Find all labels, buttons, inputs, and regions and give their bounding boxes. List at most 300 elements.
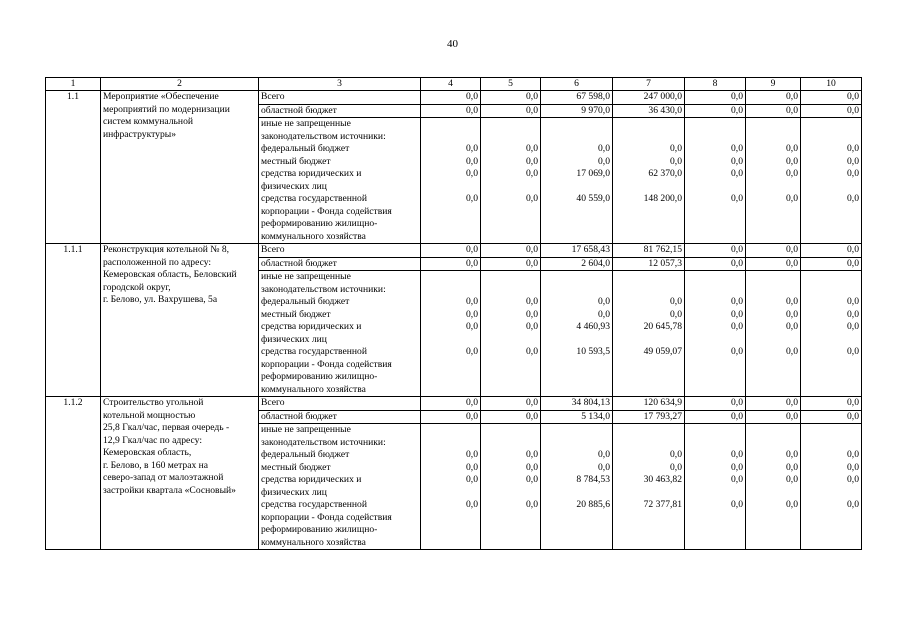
sources-value: 0,0	[786, 308, 798, 320]
total-value: 0,0	[685, 397, 746, 411]
total-value: 0,0	[421, 244, 481, 258]
sources-value	[687, 424, 743, 437]
sources-value: 0,0	[847, 193, 859, 204]
sources-value	[543, 512, 610, 525]
sources-value: 0,0	[466, 321, 478, 332]
sources-value-column	[421, 118, 481, 244]
column-number: 10	[801, 78, 862, 91]
sources-value	[687, 334, 743, 347]
regional-budget-value: 0,0	[746, 410, 801, 424]
sources-value	[483, 524, 538, 537]
regional-budget-value: 0,0	[421, 104, 481, 118]
total-row	[46, 91, 862, 105]
sources-value	[483, 334, 538, 347]
sources-value: 0,0	[670, 461, 682, 473]
sources-value-column	[801, 424, 862, 550]
sources-line: корпорации - Фонда содействия	[261, 511, 392, 523]
regional-budget-value: 0,0	[685, 257, 746, 271]
sources-value: 0,0	[786, 193, 798, 204]
sources-value	[803, 524, 859, 537]
sources-value	[748, 359, 798, 372]
sources-value	[803, 424, 859, 437]
sources-value: 0,0	[786, 296, 798, 307]
sources-value: 49 059,07	[643, 346, 682, 357]
sources-value-column	[685, 118, 746, 244]
sources-value	[543, 181, 610, 194]
sources-value	[748, 218, 798, 231]
sources-value	[687, 371, 743, 384]
sources-value	[748, 334, 798, 347]
sources-value	[748, 512, 798, 525]
sources-value	[423, 206, 478, 219]
sources-value	[543, 371, 610, 384]
sources-value	[803, 437, 859, 450]
sources-value	[615, 359, 682, 372]
sources-value	[483, 537, 538, 550]
sources-value: 0,0	[847, 168, 859, 179]
sources-value	[803, 206, 859, 219]
sources-value: 0,0	[847, 461, 859, 473]
total-label: Всего	[259, 397, 421, 411]
sources-value: 0,0	[526, 308, 538, 320]
sources-value	[543, 131, 610, 144]
sources-value: 0,0	[598, 296, 610, 307]
sources-value: 0,0	[670, 296, 682, 307]
sources-value	[803, 131, 859, 144]
sources-value: 0,0	[847, 321, 859, 332]
sources-value	[423, 384, 478, 397]
sources-value	[483, 437, 538, 450]
sources-value	[615, 218, 682, 231]
column-number: 5	[481, 78, 541, 91]
sources-value: 0,0	[786, 155, 798, 167]
sources-value	[423, 231, 478, 244]
item-code: 1.1	[46, 91, 101, 244]
sources-line: средства юридических и	[261, 321, 362, 332]
sources-line: федеральный бюджет	[261, 449, 350, 460]
sources-line: иные не запрещенные	[261, 424, 351, 435]
sources-value: 0,0	[466, 308, 478, 320]
sources-value: 0,0	[526, 296, 538, 307]
sources-value	[803, 231, 859, 244]
sources-value: 0,0	[847, 499, 859, 510]
sources-value	[615, 206, 682, 219]
regional-budget-value: 9 970,0	[541, 104, 613, 118]
sources-value: 0,0	[847, 474, 859, 485]
total-value: 0,0	[746, 397, 801, 411]
sources-value: 0,0	[847, 308, 859, 320]
sources-value-column	[481, 118, 541, 244]
sources-value	[803, 537, 859, 550]
sources-line: иные не запрещенные	[261, 271, 351, 282]
item-name-line: 25,8 Гкал/час, первая очередь -	[103, 422, 230, 433]
sources-value	[615, 371, 682, 384]
item-name	[101, 397, 259, 550]
sources-value: 0,0	[786, 321, 798, 332]
budget-table	[45, 77, 862, 550]
sources-value	[543, 206, 610, 219]
sources-value	[687, 231, 743, 244]
sources-value	[803, 487, 859, 500]
sources-value	[543, 271, 610, 284]
sources-value	[483, 284, 538, 297]
sources-value: 0,0	[526, 449, 538, 460]
sources-value	[483, 487, 538, 500]
sources-value: 0,0	[786, 449, 798, 460]
sources-value-column	[746, 271, 801, 397]
sources-value	[543, 218, 610, 231]
item-name-line: мероприятий по модернизации	[103, 103, 230, 115]
sources-value: 0,0	[466, 143, 478, 154]
item-name-line: г. Белово, ул. Вахрушева, 5а	[103, 294, 218, 305]
sources-description	[259, 118, 421, 244]
total-value: 247 000,0	[613, 91, 685, 105]
sources-value: 0,0	[786, 346, 798, 357]
column-number: 6	[541, 78, 613, 91]
sources-value	[748, 284, 798, 297]
sources-value	[615, 384, 682, 397]
sources-line: коммунального хозяйства	[261, 536, 366, 548]
item-name-line: 12,9 Гкал/час по адресу:	[103, 434, 203, 446]
sources-value	[483, 512, 538, 525]
sources-value: 0,0	[526, 461, 538, 473]
sources-value: 40 559,0	[576, 193, 610, 204]
sources-value	[423, 118, 478, 131]
regional-budget-value: 0,0	[801, 104, 862, 118]
sources-line: средства государственной	[261, 346, 367, 357]
sources-description	[259, 424, 421, 550]
sources-value	[423, 487, 478, 500]
sources-value	[423, 371, 478, 384]
sources-value	[615, 284, 682, 297]
regional-budget-value: 0,0	[481, 104, 541, 118]
sources-value	[543, 437, 610, 450]
sources-value	[748, 384, 798, 397]
total-value: 67 598,0	[541, 91, 613, 105]
sources-value: 62 370,0	[648, 168, 682, 179]
sources-line: местный бюджет	[261, 155, 331, 167]
sources-value: 0,0	[731, 308, 743, 320]
total-value: 0,0	[421, 397, 481, 411]
sources-line: реформированию жилищно-	[261, 371, 378, 382]
sources-value	[687, 437, 743, 450]
sources-value-column	[613, 118, 685, 244]
sources-value	[543, 384, 610, 397]
sources-value-column	[801, 118, 862, 244]
regional-budget-value: 0,0	[421, 257, 481, 271]
sources-value: 0,0	[786, 474, 798, 485]
total-value: 0,0	[685, 91, 746, 105]
sources-value: 0,0	[466, 168, 478, 179]
total-value: 0,0	[481, 397, 541, 411]
sources-value-column	[421, 271, 481, 397]
sources-value	[803, 271, 859, 284]
sources-value: 8 784,53	[576, 474, 610, 485]
sources-value	[423, 424, 478, 437]
sources-line: коммунального хозяйства	[261, 383, 366, 395]
regional-budget-value: 2 604,0	[541, 257, 613, 271]
sources-value: 0,0	[670, 308, 682, 320]
sources-value-column	[746, 424, 801, 550]
item-name-line: городской округ,	[103, 281, 171, 293]
sources-value	[423, 524, 478, 537]
sources-value	[483, 371, 538, 384]
sources-value-column	[481, 424, 541, 550]
sources-line: средства юридических и	[261, 168, 362, 179]
sources-line: законодательством источники:	[261, 283, 386, 295]
sources-value: 0,0	[466, 296, 478, 307]
sources-value: 0,0	[786, 168, 798, 179]
sources-value	[423, 271, 478, 284]
sources-value	[483, 206, 538, 219]
sources-value	[483, 424, 538, 437]
sources-value	[423, 131, 478, 144]
regional-budget-value: 0,0	[481, 410, 541, 424]
sources-value: 0,0	[731, 155, 743, 167]
sources-value	[543, 424, 610, 437]
sources-value	[803, 384, 859, 397]
sources-value	[803, 118, 859, 131]
sources-value	[687, 487, 743, 500]
sources-value	[423, 512, 478, 525]
total-value: 17 658,43	[541, 244, 613, 258]
sources-value: 0,0	[526, 193, 538, 204]
item-code: 1.1.2	[46, 397, 101, 550]
item-name-line: систем коммунальной	[103, 116, 194, 127]
column-number: 7	[613, 78, 685, 91]
sources-value	[483, 384, 538, 397]
sources-value-column	[541, 271, 613, 397]
sources-line: иные не запрещенные	[261, 118, 351, 129]
total-value: 0,0	[801, 91, 862, 105]
sources-value	[483, 359, 538, 372]
item-name-line: Мероприятие «Обеспечение	[103, 91, 219, 102]
sources-value: 0,0	[670, 143, 682, 154]
sources-value	[803, 284, 859, 297]
sources-value	[615, 487, 682, 500]
sources-value: 0,0	[731, 449, 743, 460]
sources-value-column	[541, 118, 613, 244]
column-number: 1	[46, 78, 101, 91]
sources-line: коммунального хозяйства	[261, 230, 366, 242]
sources-value: 20 885,6	[576, 499, 610, 510]
sources-value: 0,0	[847, 155, 859, 167]
column-number: 9	[746, 78, 801, 91]
sources-value: 0,0	[670, 155, 682, 167]
sources-value	[748, 437, 798, 450]
item-name-line: инфраструктуры»	[103, 128, 177, 140]
sources-value: 0,0	[670, 449, 682, 460]
sources-value	[687, 218, 743, 231]
sources-value: 0,0	[847, 449, 859, 460]
sources-value	[423, 284, 478, 297]
sources-line: средства государственной	[261, 499, 367, 510]
sources-value: 0,0	[466, 193, 478, 204]
sources-value	[687, 206, 743, 219]
sources-value: 0,0	[466, 499, 478, 510]
sources-value	[423, 218, 478, 231]
sources-value	[423, 334, 478, 347]
sources-value	[687, 118, 743, 131]
sources-value	[687, 284, 743, 297]
regional-budget-value: 0,0	[801, 257, 862, 271]
total-value: 81 762,15	[613, 244, 685, 258]
sources-value: 0,0	[847, 346, 859, 357]
regional-budget-value: 0,0	[421, 410, 481, 424]
sources-value: 0,0	[731, 296, 743, 307]
sources-value	[687, 512, 743, 525]
total-value: 0,0	[801, 397, 862, 411]
sources-value	[483, 271, 538, 284]
regional-budget-value: 0,0	[801, 410, 862, 424]
sources-value	[748, 271, 798, 284]
sources-value: 0,0	[847, 143, 859, 154]
item-name-line: Строительство угольной	[103, 397, 204, 408]
sources-value: 0,0	[598, 461, 610, 473]
sources-value: 0,0	[598, 449, 610, 460]
sources-value: 0,0	[731, 346, 743, 357]
sources-line: средства государственной	[261, 193, 367, 204]
sources-value	[748, 371, 798, 384]
sources-value	[687, 181, 743, 194]
sources-value-column	[801, 271, 862, 397]
sources-value: 0,0	[526, 143, 538, 154]
total-value: 0,0	[746, 91, 801, 105]
sources-value	[423, 181, 478, 194]
item-name	[101, 244, 259, 397]
sources-value: 0,0	[731, 321, 743, 332]
sources-value: 0,0	[731, 193, 743, 204]
sources-value	[423, 359, 478, 372]
sources-value	[748, 424, 798, 437]
regional-budget-label: областной бюджет	[259, 104, 421, 118]
sources-value: 0,0	[466, 346, 478, 357]
sources-value: 0,0	[731, 168, 743, 179]
sources-value: 0,0	[598, 155, 610, 167]
item-name-line: застройки квартала «Сосновый»	[103, 484, 236, 496]
column-number: 8	[685, 78, 746, 91]
sources-value	[615, 512, 682, 525]
sources-value: 0,0	[598, 308, 610, 320]
sources-value	[803, 359, 859, 372]
sources-value	[615, 334, 682, 347]
sources-value	[483, 231, 538, 244]
sources-value	[803, 218, 859, 231]
sources-value	[543, 118, 610, 131]
item-name	[101, 91, 259, 244]
sources-value: 0,0	[526, 346, 538, 357]
sources-value: 72 377,81	[643, 499, 682, 510]
total-value: 0,0	[801, 244, 862, 258]
sources-value	[687, 384, 743, 397]
sources-value: 0,0	[786, 143, 798, 154]
sources-value	[543, 231, 610, 244]
sources-value	[615, 424, 682, 437]
sources-value: 0,0	[526, 155, 538, 167]
item-name-line: Кемеровская область,	[103, 447, 192, 458]
sources-value	[687, 524, 743, 537]
sources-value	[543, 524, 610, 537]
column-number: 4	[421, 78, 481, 91]
sources-value-column	[613, 271, 685, 397]
sources-value	[687, 271, 743, 284]
sources-value: 0,0	[466, 474, 478, 485]
header-row	[46, 78, 862, 91]
item-name-line: г. Белово, в 160 метрах на	[103, 459, 209, 471]
sources-value-column	[421, 424, 481, 550]
sources-value-column	[541, 424, 613, 550]
sources-value	[615, 131, 682, 144]
sources-value	[803, 181, 859, 194]
item-name-line: расположенной по адресу:	[103, 256, 212, 268]
sources-value	[615, 524, 682, 537]
sources-value: 4 460,93	[576, 321, 610, 332]
regional-budget-value: 5 134,0	[541, 410, 613, 424]
sources-value	[748, 537, 798, 550]
total-value: 0,0	[746, 244, 801, 258]
sources-line: средства юридических и	[261, 474, 362, 485]
sources-value-column	[481, 271, 541, 397]
sources-value	[615, 437, 682, 450]
sources-value	[748, 524, 798, 537]
sources-value: 0,0	[526, 321, 538, 332]
item-name-line: котельной мощностью	[103, 409, 196, 421]
sources-value: 0,0	[466, 449, 478, 460]
sources-value: 0,0	[847, 296, 859, 307]
sources-value: 0,0	[466, 461, 478, 473]
regional-budget-value: 36 430,0	[613, 104, 685, 118]
total-label: Всего	[259, 91, 421, 105]
sources-line: реформированию жилищно-	[261, 524, 378, 535]
regional-budget-value: 0,0	[746, 257, 801, 271]
sources-value	[687, 131, 743, 144]
sources-value	[748, 181, 798, 194]
sources-value	[423, 437, 478, 450]
sources-value	[803, 371, 859, 384]
total-value: 0,0	[421, 91, 481, 105]
sources-line: местный бюджет	[261, 308, 331, 320]
sources-value	[615, 118, 682, 131]
regional-budget-label: областной бюджет	[259, 410, 421, 424]
sources-line: физических лиц	[261, 180, 327, 192]
total-value: 0,0	[481, 244, 541, 258]
sources-value-column	[685, 271, 746, 397]
sources-value	[483, 118, 538, 131]
sources-value	[687, 359, 743, 372]
sources-value	[615, 271, 682, 284]
column-number: 3	[259, 78, 421, 91]
regional-budget-value: 0,0	[746, 104, 801, 118]
total-value: 120 634,9	[613, 397, 685, 411]
sources-value	[423, 537, 478, 550]
sources-value-column	[746, 118, 801, 244]
page-number: 40	[447, 38, 458, 50]
sources-value: 0,0	[731, 499, 743, 510]
sources-line: законодательством источники:	[261, 436, 386, 448]
sources-line: федеральный бюджет	[261, 143, 350, 154]
item-name-line: Кемеровская область, Беловский	[103, 269, 237, 280]
sources-value	[748, 131, 798, 144]
regional-budget-value: 12 057,3	[613, 257, 685, 271]
regional-budget-value: 0,0	[481, 257, 541, 271]
sources-value	[543, 537, 610, 550]
sources-value	[543, 284, 610, 297]
sources-value	[748, 231, 798, 244]
total-value: 0,0	[685, 244, 746, 258]
sources-value	[748, 206, 798, 219]
item-name-line: северо-запад от малоэтажной	[103, 472, 224, 483]
total-label: Всего	[259, 244, 421, 258]
